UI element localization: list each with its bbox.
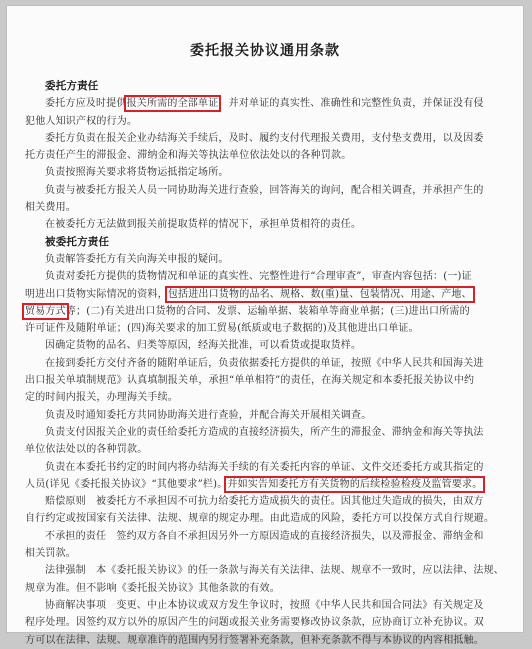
text-line [25,493,507,510]
text-line [25,95,507,112]
document-body [25,78,507,649]
highlighted-text: 报关所需的全部单证 [126,98,219,110]
text-line [25,199,507,216]
text-segment: 负责对委托方提供的货物情况和单证的真实性、完整性进行“合理审查”，审查内容包括：(一)证 [45,271,472,283]
text-segment: 法律强制 本《委托报关协议》的任一条款与海关有关法律、法规、规章不一致时，应以法律、法规、 [45,565,504,577]
text-line [25,337,507,354]
text-line [25,268,507,285]
text-segment: 定的时间内报关，办理海关手续。 [25,392,178,404]
text-line [25,251,507,268]
text-line [25,562,507,579]
text-segment: 等；(二)有关进出口货物的合同、发票、运输单据、装箱单等商业单据；(三)进出口所需的 [65,305,470,317]
text-line [25,182,507,199]
highlighted-text: 贸易方式 [25,305,66,317]
text-line [25,614,507,631]
text-segment: 托方责任产生的滞报金、滞纳金和海关等执法单位依法处以的各种罚款。 [25,150,352,162]
highlighted-text: 包括进出口货物的品名、规格、数(重)量、包装情况、用途、产地、 [167,288,472,300]
text-segment: 明进出口货物实际情况的资料， [25,288,168,300]
text-segment: 许可证件及随附单证；(四)海关要求的加工贸易(纸质或电子数据的)及其他进出口单证。 [25,323,419,335]
text-line [25,164,507,181]
section-heading [25,234,507,251]
text-line [25,476,507,493]
text-segment: 委托方应及时提供 [45,98,127,110]
text-segment: 被委托方责任 [45,235,110,248]
text-line [25,389,507,406]
text-segment: 人员(详见《委托报关协议》“其他要求”栏)。 [25,478,228,490]
text-segment: 相关罚款。 [25,548,76,560]
text-segment: 负责按照海关要求将货物运抵指定场所。 [45,167,229,179]
text-segment: 相关费用。 [25,202,76,214]
text-segment: 方可以在法律、法规、规章准许的范围内另行签署补充条款，但补充条款不得与本协议的内容相抵触。 [25,634,484,646]
text-line [25,113,507,130]
text-line [25,510,507,527]
text-segment: 在被委托方无法做到报关前提取货样的情况下，承担单货相符的责任。 [45,219,362,231]
text-line [25,372,507,389]
text-line [25,459,507,476]
text-segment: 在接到委托方交付齐备的随附单证后，负责依据委托方提供的单证，按照《中华人民共和国海关进 [45,357,484,369]
text-line [25,424,507,441]
text-line [25,216,507,233]
text-segment: 负责在本委托书约定的时间内将办结海关手续的有关委托内容的单证、文件交还委托方或其指定的 [45,461,484,473]
text-segment: 负责与被委托方报关人员一同协助海关进行查验，回答海关的询问，配合相关调查，并承担产生的 [45,184,484,196]
text-line [25,597,507,614]
text-segment: 犯他人知识产权的行为。 [25,115,138,127]
text-segment: 委托方责任 [45,80,99,92]
highlighted-text: 并如实告知委托方有关货物的后续检验检疫及监管要求。 [227,478,483,490]
text-line [25,441,507,458]
text-line [25,320,507,337]
text-segment: 委托方负责在报关企业办结海关手续后，及时、履约支付代理报关费用，支付垫支费用，以及因委 [45,132,484,144]
text-segment: 出口报关单填制规范》认真填制报关单，承担“单单相符”的责任，在海关规定和本委托报关协议中约 [25,375,475,387]
text-line [25,580,507,597]
text-segment: 不承担的责任 签约双方各自不承担因另外一方原因造成的直接经济损失，以及滞报金、滞纳金和 [45,530,484,542]
text-line [25,632,507,649]
text-segment: 自行约定或按国家有关法律、法规、规章的规定办理。由此造成的风险，委托方可以投保方式自行规避。 [25,513,495,525]
document-page [6,5,524,646]
text-segment: ，并对单证的真实性、准确性和完整性负责，并保证没有侵 [218,98,484,110]
text-segment: 程序处理。因签约双方以外的原因产生的问题或报关业务需要修改协议条款，应协商订立补充协议。双 [25,617,484,629]
text-line [25,303,507,320]
text-segment: 负责及时通知委托方共同协助海关进行查验，并配合海关开展相关调查。 [45,409,372,421]
text-line [25,528,507,545]
text-line [25,130,507,147]
text-line [25,355,507,372]
text-line [25,545,507,562]
document-title: 委托报关协议通用条款 [190,43,340,59]
text-line [25,407,507,424]
text-segment: 单位依法处以的各种罚款。 [25,444,148,456]
section-heading [25,78,507,95]
text-segment: 协商解决事项 变更、中止本协议或双方发生争议时，按照《中华人民共和国合同法》有关规定及 [45,599,484,611]
text-segment: 因确定货物的品名、归类等原因，经海关批准，可以看货或提取货样。 [45,340,362,352]
text-segment: 规章为准。但不影响《委托报关协议》其他条款的有效。 [25,582,280,594]
text-segment: 负责解答委托方有关向海关申报的疑问。 [45,253,229,265]
text-segment: 赔偿原则 被委托方不承担因不可抗力给委托方造成损失的责任。因其他过失造成的损失，由双方 [45,496,484,508]
text-line [25,147,507,164]
text-segment: 负责支付因报关企业的责任给委托方造成的直接经济损失，所产生的滞报金、滞纳金和海关等执法 [45,426,484,438]
text-line [25,286,507,303]
